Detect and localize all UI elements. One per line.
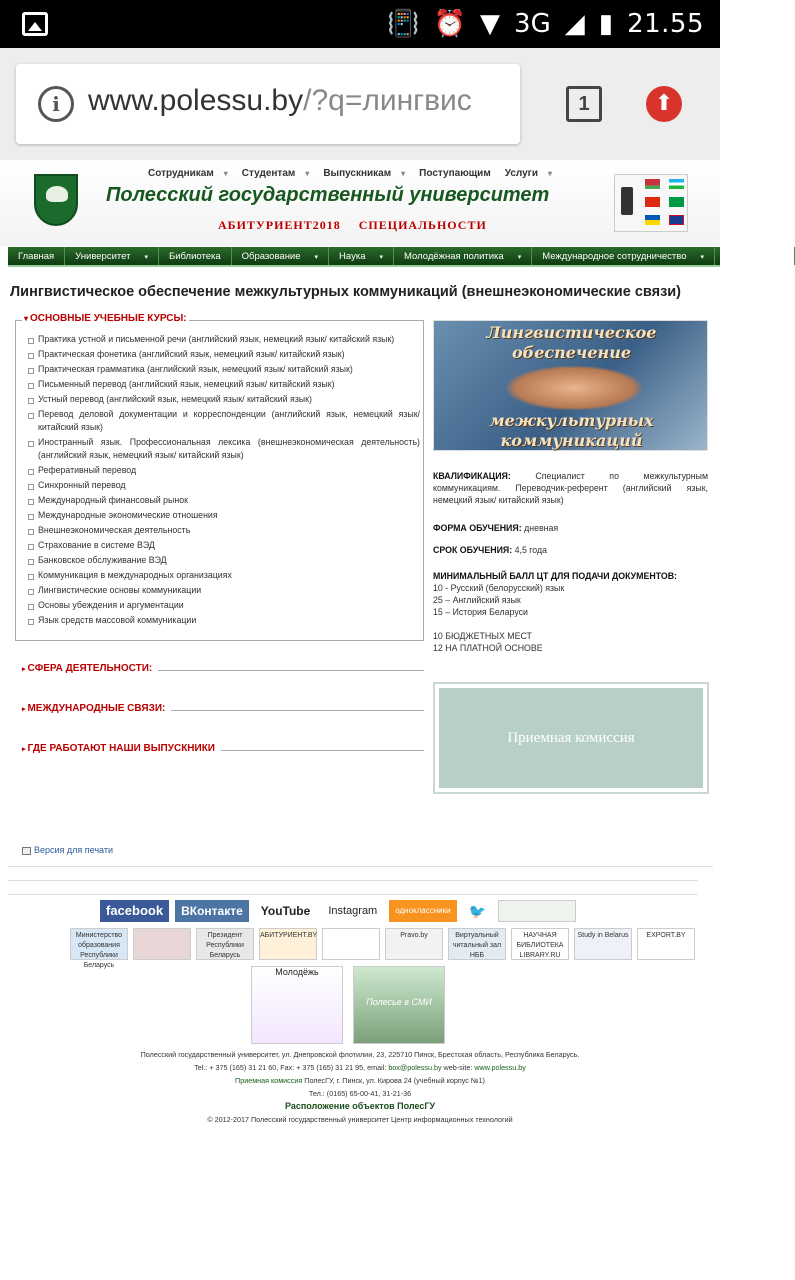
gallery-icon	[22, 12, 48, 36]
footer-admissions: Приемная комиссия ПолесГУ, г. Пинск, ул. Кирова 24 (учебный корпус №1)	[235, 1076, 485, 1085]
divider	[8, 894, 698, 895]
top-nav	[148, 168, 566, 179]
course-item: Практическая фонетика (английский язык, немецкий язык/ китайский язык)	[26, 348, 420, 361]
youth-banner[interactable]: Молодёжь	[251, 966, 343, 1044]
flag-cn-icon[interactable]	[645, 197, 660, 207]
nav-contacts[interactable]: Контакты ▾	[715, 247, 795, 265]
browser-toolbar	[0, 48, 720, 160]
map-link[interactable]: Расположение объектов ПолесГУ	[284, 1101, 436, 1111]
partner-banner[interactable]: Pravo.by	[385, 928, 443, 960]
course-item: Реферативный перевод	[26, 464, 420, 477]
page-title: Лингвистическое обеспечение межкультурных коммуникаций (внешнеэкономические связи)	[10, 284, 682, 300]
course-item: Банковское обслуживание ВЭД	[26, 554, 420, 567]
partner-banner[interactable]: Министерство образования Республики Беларусь	[70, 928, 128, 960]
flag-tm-icon[interactable]	[669, 197, 684, 207]
vkontakte-link[interactable]: ВКонтакте	[175, 900, 249, 922]
section-graduates-work[interactable]: ▸ ГДЕ РАБОТАЮТ НАШИ ВЫПУСКНИКИ	[22, 743, 424, 757]
partner-banner[interactable]: АБИТУРИЕНТ.BY	[259, 928, 317, 960]
section-international[interactable]: ▸ МЕЖДУНАРОДНЫЕ СВЯЗИ:	[22, 703, 424, 717]
feature-banners	[251, 966, 445, 1044]
course-item: Письменный перевод (английский язык, немецкий язык/ китайский язык)	[26, 378, 420, 391]
specialties-link[interactable]: СПЕЦИАЛЬНОСТИ	[358, 218, 487, 232]
nav-youth-policy[interactable]: Молодёжная политика ▾	[394, 247, 532, 265]
study-term: СРОК ОБУЧЕНИЯ: 4,5 года	[433, 545, 548, 555]
section-sphere[interactable]: ▸ СФЕРА ДЕЯТЕЛЬНОСТИ:	[22, 663, 424, 677]
wifi-icon: ▼	[480, 9, 501, 39]
top-nav-students[interactable]: Студентам ▾	[241, 168, 310, 179]
course-item: Практика устной и письменной речи (английский язык, немецкий язык/ китайский язык)	[26, 333, 420, 346]
course-item: Язык средств массовой коммуникации	[26, 614, 420, 627]
top-nav-services[interactable]: Услуги ▾	[504, 168, 552, 179]
flag-gb-icon[interactable]	[669, 215, 684, 225]
vibrate-icon: 📳	[387, 9, 420, 39]
course-item: Коммуникация в международных организациях	[26, 569, 420, 582]
instagram-link[interactable]: Instagram	[328, 905, 378, 917]
partner-banner[interactable]: Study in Belarus	[574, 928, 632, 960]
top-nav-staff[interactable]: Сотрудникам ▾	[148, 168, 228, 179]
university-logo[interactable]	[34, 174, 78, 226]
status-bar	[0, 0, 720, 48]
address-bar[interactable]	[16, 64, 520, 144]
nav-library[interactable]: Библиотека	[159, 247, 232, 265]
alarm-icon: ⏰	[433, 9, 467, 39]
info-icon[interactable]: i	[38, 86, 74, 122]
partner-banner[interactable]: Президент Республики Беларусь	[196, 928, 254, 960]
url-text[interactable]: www.polessu.by/?q=лингвис	[88, 84, 472, 117]
flag-uz-icon[interactable]	[669, 179, 684, 189]
flag-ua-icon[interactable]	[645, 215, 660, 225]
divider	[8, 866, 713, 867]
course-item: Синхронный перевод	[26, 479, 420, 492]
course-item: Международные экономические отношения	[26, 509, 420, 522]
footer-address: Полесский государственный университет, ул. Днепровской флотилии, 23, 225710 Пинск, Брестская область, Республика Беларусь.	[140, 1050, 580, 1059]
courses-toggle[interactable]: ▾ ОСНОВНЫЕ УЧЕБНЫЕ КУРСЫ:	[24, 313, 187, 324]
signal-icon: ◢	[564, 9, 585, 39]
admissions-button[interactable]: Приемная комиссия	[433, 682, 709, 794]
footer-contacts: Tel.: + 375 (165) 31 21 60, Fax: + 375 (165) 31 21 95, email: box@polessu.by web-site: www.polessu.by	[194, 1063, 526, 1072]
site-footer	[0, 1048, 720, 1126]
handshake-image	[504, 365, 644, 411]
email-link[interactable]: box@polessu.by	[388, 1063, 442, 1072]
nav-international[interactable]: Международное сотрудничество ▾	[532, 247, 715, 265]
qualification: КВАЛИФИКАЦИЯ: Специалист по межкультурным коммуникациям. Переводчик-референт (английский язык, немецкий язык/ китайский язык)	[433, 471, 708, 505]
language-flags	[614, 174, 688, 232]
nav-science[interactable]: Наука ▾	[329, 247, 394, 265]
nav-university[interactable]: Университет ▾	[65, 247, 159, 265]
course-item: Практическая грамматика (английский язык, немецкий язык/ китайский язык)	[26, 363, 420, 376]
course-item: Лингвистические основы коммуникации	[26, 584, 420, 597]
partner-banner[interactable]: НАУЧНАЯ БИБЛИОТЕКА LIBRARY.RU	[511, 928, 569, 960]
university-title[interactable]: Полесский государственный университет	[106, 184, 550, 206]
abiturient-link[interactable]: АБИТУРИЕНТ2018	[218, 218, 341, 232]
web-page	[0, 160, 784, 1280]
course-item: Страхование в системе ВЭД	[26, 539, 420, 552]
course-item: Иностранный язык. Профессиональная лексика (внешнеэкономическая деятельность) (английский язык, немецкий язык/ китайский язык)	[26, 436, 420, 462]
partner-banner[interactable]: EXPORT.BY	[637, 928, 695, 960]
partner-banner[interactable]	[322, 928, 380, 960]
network-type: 3G	[514, 9, 551, 39]
admissions-link[interactable]: Приемная комиссия	[235, 1076, 303, 1085]
courses-section	[15, 313, 424, 641]
study-form: ФОРМА ОБУЧЕНИЯ: дневная	[433, 523, 559, 533]
social-links	[100, 900, 576, 922]
site-header	[0, 160, 720, 246]
min-score: МИНИМАЛЬНЫЙ БАЛЛ ЦТ ДЛЯ ПОДАЧИ ДОКУМЕНТОВ: 10 - Русский (белорусский) язык 25 – Английский язык 15 – История Беларуси 10 БЮДЖЕТНЫХ МЕСТ 12 НА ПЛАТНОЙ ОСНОВЕ	[433, 571, 677, 653]
update-icon[interactable]: ⬆	[646, 86, 682, 122]
course-item: Перевод деловой документации и корреспонденции (английский язык, немецкий язык/ китайский язык)	[26, 408, 420, 434]
partner-logo[interactable]	[498, 900, 576, 922]
print-icon	[22, 847, 31, 855]
course-item: Международный финансовый рынок	[26, 494, 420, 507]
course-item: Основы убеждения и аргументации	[26, 599, 420, 612]
clock: 21.55	[627, 9, 704, 39]
footer-copyright: © 2012-2017 Полесский государственный университет Центр информационных технологий	[207, 1115, 513, 1124]
course-item: Устный перевод (английский язык, немецкий язык/ китайский язык)	[26, 393, 420, 406]
partner-banner[interactable]	[133, 928, 191, 960]
media-banner[interactable]: Полесье в СМИ	[353, 966, 445, 1044]
mobile-version-icon[interactable]	[621, 187, 633, 215]
facebook-link[interactable]: facebook	[100, 900, 169, 922]
specialty-banner: Лингвистическое обеспечение межкультурных коммуникаций	[433, 320, 708, 451]
divider	[8, 880, 698, 881]
top-nav-graduates[interactable]: Выпускникам ▾	[323, 168, 406, 179]
top-nav-applicants[interactable]: Поступающим	[419, 168, 491, 179]
odnoklassniki-link[interactable]: одноклассники	[389, 900, 456, 922]
flag-by-icon[interactable]	[645, 179, 660, 189]
tab-switcher-button[interactable]: 1	[566, 86, 602, 122]
youtube-link[interactable]: YouTube	[260, 904, 311, 918]
footer-admissions-tel: Тел.: (0165) 65-00-41, 31-21-36	[308, 1089, 412, 1098]
course-item: Внешнеэкономическая деятельность	[26, 524, 420, 537]
main-nav	[8, 247, 784, 267]
website-link[interactable]: www.polessu.by	[474, 1063, 526, 1072]
battery-icon: ▮	[598, 9, 614, 39]
nav-home[interactable]: Главная	[8, 247, 65, 265]
nav-education[interactable]: Образование ▾	[232, 247, 329, 265]
partner-banner[interactable]: Виртуальный читальный зал НББ	[448, 928, 506, 960]
course-list	[26, 333, 420, 629]
partner-banners	[70, 928, 695, 969]
header-links	[218, 218, 501, 233]
twitter-icon[interactable]: 🐦	[468, 903, 487, 919]
print-version-link[interactable]: Версия для печати	[22, 845, 113, 855]
